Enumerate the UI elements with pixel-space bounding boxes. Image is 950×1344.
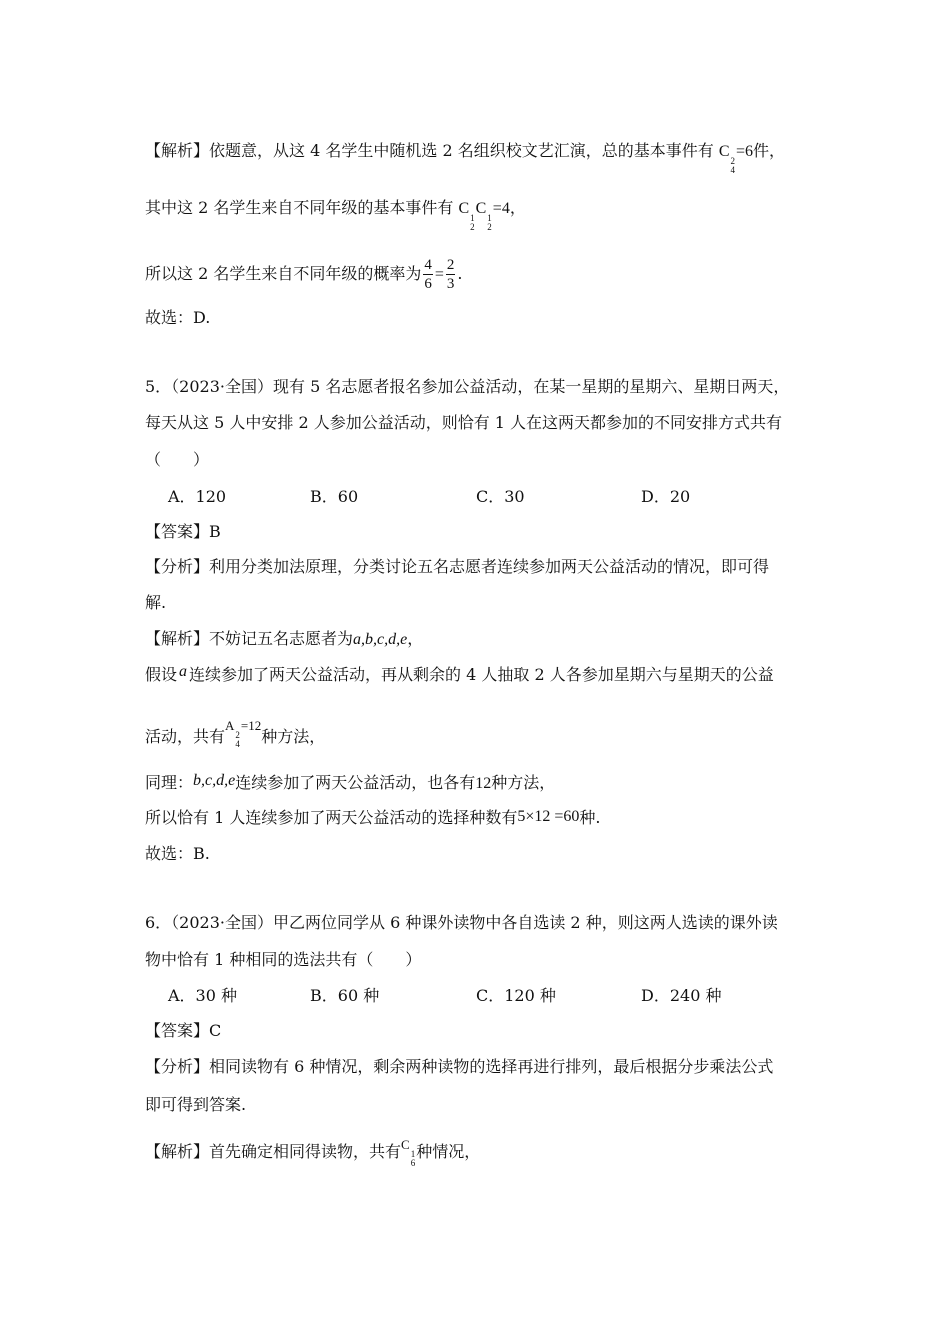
- arrangement-formula: A 2 4 =12: [225, 718, 262, 749]
- combination-formula: C 1 6: [401, 1137, 416, 1168]
- q5-option-a: A．120: [168, 487, 227, 506]
- q5-conclusion: 故选：B.: [145, 844, 210, 863]
- q5-solution-line-2: 假设 a 连续参加了两天公益活动，再从剩余的 4 人抽取 2 人各参加星期六与星期天的公益: [145, 663, 774, 684]
- variable-list: b,c,d,e: [193, 772, 236, 789]
- q5-stem-line-1: 5．（2023·全国）现有 5 名志愿者报名参加公益活动，在某一星期的星期六、星期日两天，: [145, 377, 790, 396]
- q6-answer: 【答案】C: [145, 1021, 222, 1040]
- fraction: $\frac{4}{6}$: [424, 257, 432, 292]
- q5-analysis-line-1: 【分析】利用分类加法原理，分类讨论五名志愿者连续参加两天公益活动的情况，即可得: [145, 557, 770, 576]
- q5-stem-line-3: （ ）: [145, 450, 210, 469]
- combination-product-formula: C 1 2 C 1 2 =4: [458, 200, 510, 232]
- q4-solution-line-3: 所以这 2 名学生来自不同年级的概率为 $\frac{4}{6}$ = $\frac{2}{3}$ .: [145, 257, 463, 292]
- q6-analysis-line-1: 【分析】相同读物有 6 种情况，剩余两种读物的选择再进行排列，最后根据分步乘法公式: [145, 1057, 774, 1076]
- q5-option-d: D．20: [641, 487, 691, 506]
- q5-solution-line-1: 【解析】不妨记五名志愿者为a,b,c,d,e，: [145, 629, 424, 648]
- q5-solution-line-3: 活动，共有$^{A 2 4 =12}$种方法，: [145, 718, 326, 749]
- q6-analysis-line-2: 即可得到答案.: [145, 1095, 247, 1114]
- q5-analysis-line-2: 解.: [145, 593, 167, 612]
- q4-solution-line-2: 其中这 2 名学生来自不同年级的基本事件有 C 1 2 C 1 2 =4，: [145, 198, 526, 232]
- q6-option-b: B．60 种: [310, 986, 380, 1005]
- q5-stem-line-2: 每天从这 5 人中安排 2 人参加公益活动，则恰有 1 人在这两天都参加的不同安排方式共有: [145, 413, 783, 432]
- q6-option-c: C．120 种: [476, 986, 556, 1005]
- q6-stem-line-2: 物中恰有 1 种相同的选法共有（ ）: [145, 950, 422, 969]
- q5-answer: 【答案】B: [145, 522, 221, 541]
- q4-solution-line-1: 【解析】依题意，从这 4 名学生中随机选 2 名组织校文艺汇演，总的基本事件有 C 2 4 =6件，: [145, 141, 786, 175]
- q5-solution-line-5: 所以恰有 1 人连续参加了两天公益活动的选择种数有5×12 =60种.: [145, 808, 601, 827]
- q6-stem-line-1: 6．（2023·全国）甲乙两位同学从 6 种课外读物中各自选读 2 种，则这两人选读的课外读: [145, 913, 778, 932]
- q6-option-d: D．240 种: [641, 986, 722, 1005]
- q4-conclusion: 故选：D.: [145, 308, 211, 327]
- combination-formula: C 2 4 =6: [718, 143, 754, 175]
- fraction: $\frac{2}{3}$: [446, 257, 455, 292]
- q5-option-b: B．60: [310, 487, 359, 506]
- variable-a: a: [179, 663, 188, 680]
- q6-option-a: A．30 种: [168, 986, 238, 1005]
- variable-list: a,b,c,d,e: [353, 631, 408, 648]
- q5-option-c: C．30: [476, 487, 525, 506]
- product-expression: 5×12 =60: [517, 808, 580, 825]
- q6-solution-line-1: 【解析】首先确定相同得读物，共有$^{C 1 6}$ 种情况，: [145, 1137, 481, 1168]
- q5-solution-line-4: 同理：b,c,d,e连续参加了两天公益活动，也各有12种方法，: [145, 772, 556, 792]
- jiexi-tag: 【解析】: [145, 141, 210, 160]
